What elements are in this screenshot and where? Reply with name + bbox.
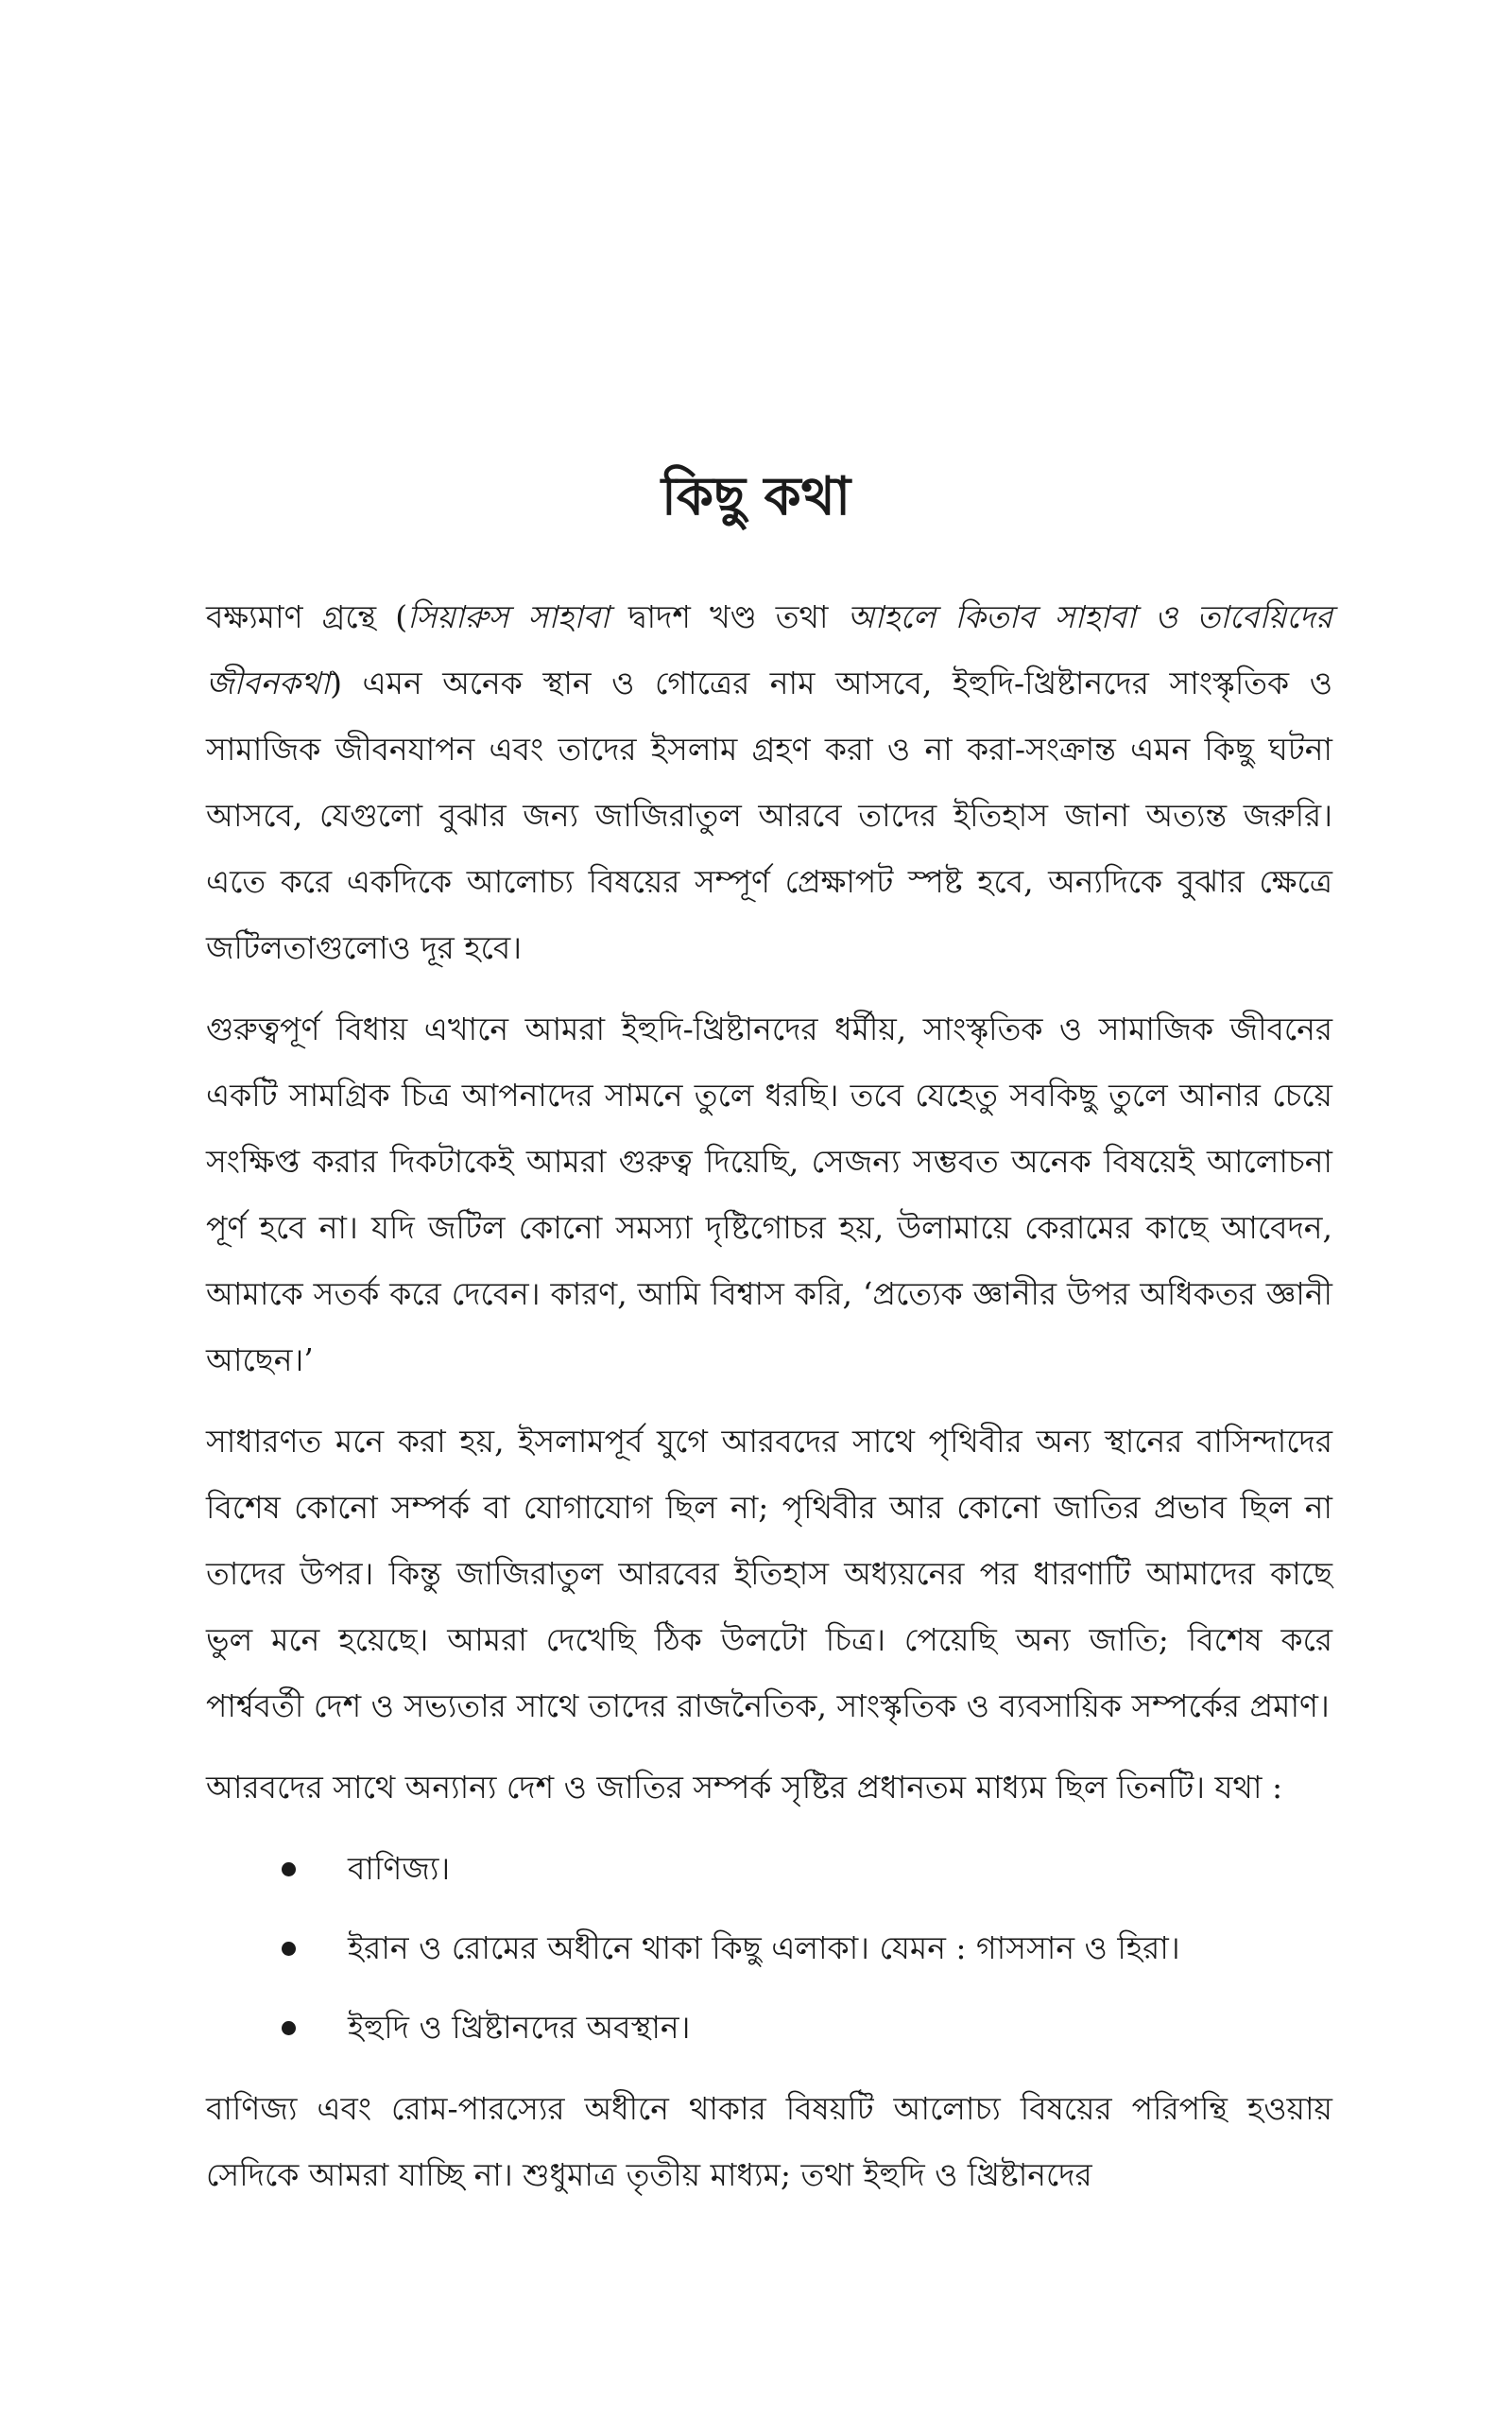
list-item xyxy=(206,1836,1332,1902)
bullet-icon xyxy=(282,1862,296,1876)
bullet-icon xyxy=(282,2021,296,2035)
list-item-text: বাণিজ্য। xyxy=(348,1850,451,1887)
book-title-siyarus-sahaba: সিয়ারুস সাহাবা xyxy=(407,598,610,635)
bullet-icon xyxy=(282,1942,296,1956)
paragraph-1-part-a: বক্ষ্যমাণ গ্রন্থে ( xyxy=(206,598,408,635)
paragraph-4: আরবদের সাথে অন্যান্য দেশ ও জাতির সম্পর্ক সৃষ্টির প্রধানতম মাধ্যম ছিল তিনটি। যথা : xyxy=(206,1769,1283,1806)
paragraph-5: বাণিজ্য এবং রোম-পারস্যের অধীনে থাকার বিষয়টি আলোচ্য বিষয়ের পরিপন্থি হওয়ায় সেদিকে আমরা যাচ্ছি না। শুধুমাত্র তৃতীয় মাধ্যম; তথা ইহুদি ও খ্রিষ্টানদের xyxy=(206,2090,1332,2193)
list-item-text: ইহুদি ও খ্রিষ্টানদের অবস্থান। xyxy=(348,2009,691,2046)
list-item xyxy=(206,1995,1332,2061)
paragraph-1-part-c: দ্বাদশ খণ্ড তথা xyxy=(609,598,848,635)
paragraph-2: গুরুত্বপূর্ণ বিধায় এখানে আমরা ইহুদি-খ্রিষ্টানদের ধর্মীয়, সাংস্কৃতিক ও সামাজিক জীবনের একটি সামগ্রিক চিত্র আপনাদের সামনে তুলে ধরছি। তবে যেহেতু সবকিছু তুলে আনার চেয়ে সংক্ষিপ্ত করার দিকটাকেই আমরা গুরুত্ব দিয়েছি, সেজন্য সম্ভবত অনেক বিষয়েই আলোচনা পূর্ণ হবে না। যদি জটিল কোনো সমস্যা দৃষ্টিগোচর হয়, উলামায়ে কেরামের কাছে আবেদন, আমাকে সতর্ক করে দেবেন। কারণ, আমি বিশ্বাস করি, ‘প্রত্যেক জ্ঞানীর উপর অধিকতর জ্ঞানী আছেন।’ xyxy=(206,1011,1332,1378)
list-item-text: ইরান ও রোমের অধীনে থাকা কিছু এলাকা। যেমন : গাসসান ও হিরা। xyxy=(348,1929,1180,1966)
paragraph-1-part-e: ) এমন অনেক স্থান ও গোত্রের নাম আসবে, ইহুদি-খ্রিষ্টানদের সাংস্কৃতিক ও সামাজিক জীবনযাপন এবং তাদের ইসলাম গ্রহণ করা ও না করা-সংক্রান্ত এমন কিছু ঘটনা আসবে, যেগুলো বুঝার জন্য জাজিরাতুল আরবে তাদের ইতিহাস জানা অত্যন্ত জরুরি। এতে করে একদিকে আলোচ্য বিষয়ের সম্পূর্ণ প্রেক্ষাপট স্পষ্ট হবে, অন্যদিকে বুঝার ক্ষেত্রে জটিলতাগুলোও দূর হবে। xyxy=(206,665,1332,966)
paragraph-3: সাধারণত মনে করা হয়, ইসলামপূর্ব যুগে আরবদের সাথে পৃথিবীর অন্য স্থানের বাসিন্দাদের বিশেষ কোনো সম্পর্ক বা যোগাযোগ ছিল না; পৃথিবীর আর কোনো জাতির প্রভাব ছিল না তাদের উপর। কিন্তু জাজিরাতুল আরবের ইতিহাস অধ্যয়নের পর ধারণাটি আমাদের কাছে ভুল মনে হয়েছে। আমরা দেখেছি ঠিক উলটো চিত্র। পেয়েছি অন্য জাতি; বিশেষ করে পার্শ্ববর্তী দেশ ও সভ্যতার সাথে তাদের রাজনৈতিক, সাংস্কৃতিক ও ব্যবসায়িক সম্পর্কের প্রমাণ। xyxy=(206,1423,1332,1724)
bullet-list xyxy=(206,1836,1332,2061)
book-subtitle: আহলে কিতাব সাহাবা ও তাবেয়িদের জীবনকথা xyxy=(206,598,1333,701)
chapter-title: কিছু কথা xyxy=(661,465,851,527)
body-text xyxy=(206,584,1332,2223)
list-item xyxy=(206,1915,1332,1981)
paragraph-1 xyxy=(206,584,1332,981)
